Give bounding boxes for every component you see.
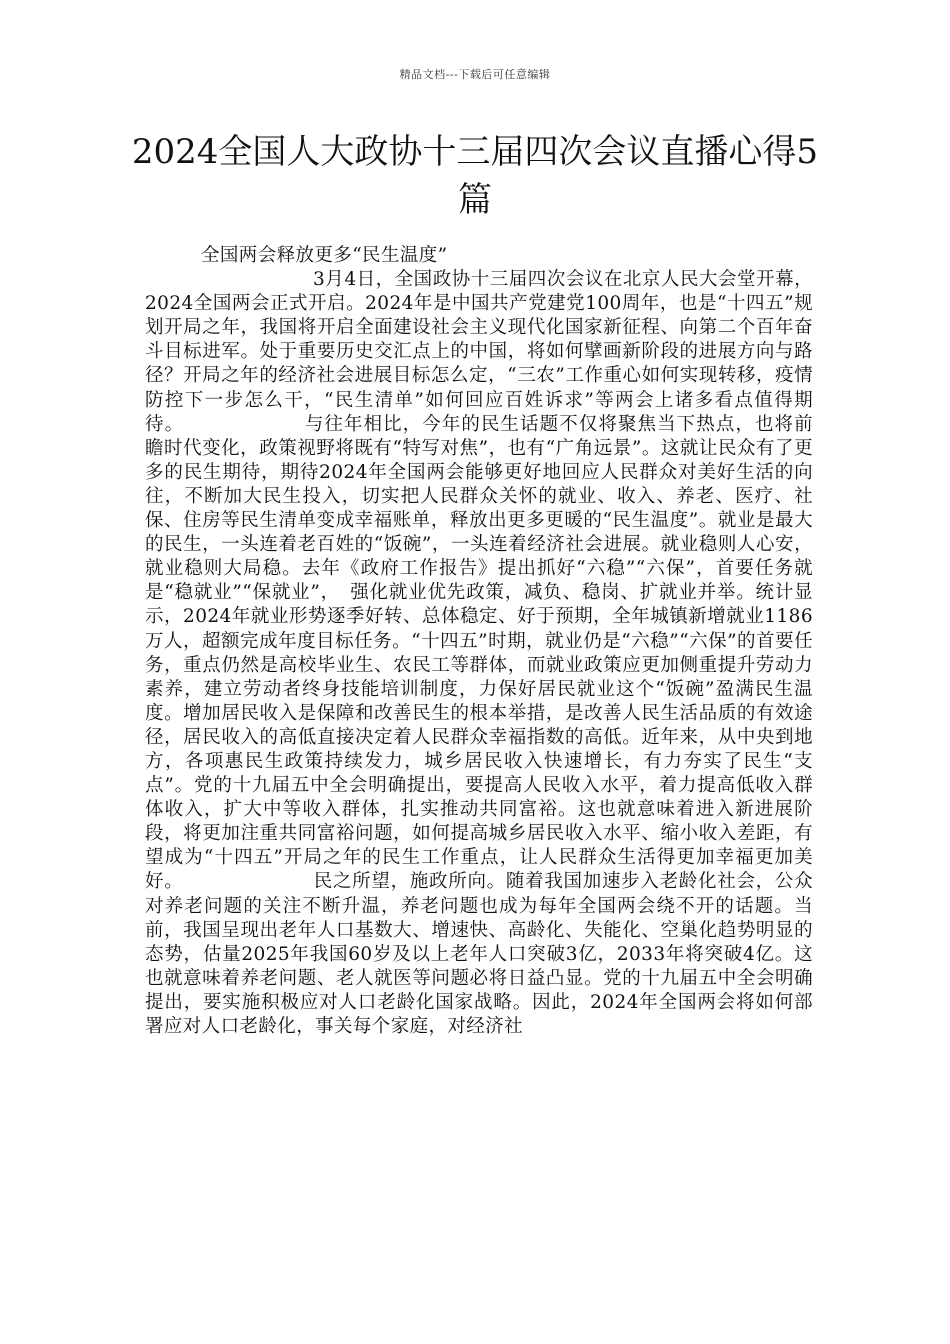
paragraph-livelihood: 与往年相比，今年的民生话题不仅将聚焦当下热点，也将前瞻时代变化，政策视野将既有“特写对焦”，也有“广角远景”。这就让民众有了更多的民生期待，期待2024年全国两会能够更好地回应人民群众对美好生活的向往，不断加大民生投入，切实把人民群众关怀的就业、收入、养老、医疗、社保、住房等民生清单变成幸福账单，释放出更多更暖的“民生温度”。就业是最大的民生，一头连着老百姓的“饭碗”，一头连着经济社会进展。就业稳则人心安，就业稳则大局稳。去年《政府工作报告》提出抓好“六稳”“六保”，首要任务就是“稳就业”“保就业”，: [145, 413, 813, 604]
document-body: [145, 244, 813, 1039]
paragraph-employment-income: 强化就业优先政策，减负、稳岗、扩就业并举。统计显示，2024年就业形势逐季好转、总体稳定、好于预期，全年城镇新增就业1186万人，超额完成年度目标任务。“十四五”时期，就业仍是“六稳”“六保”的首要任务，重点仍然是高校毕业生、农民工等群体，而就业政策应更加侧重提升劳动力素养，建立劳动者终身技能培训制度，力保好居民就业这个“饭碗”盈满民生温度。增加居民收入是保障和改善民生的根本举措，是改善人民生活品质的有效途径，居民收入的高低直接决定着人民群众幸福指数的高低。近年来，从中央到地方，各项惠民生政策持续发力，城乡居民收入快速增长，有力夯实了民生“支点”。党的十九届五中全会明确提出，要提高人民收入水平，着力提高低收入群体收入，扩大中等收入群体，扎实推动共同富裕。这也就意味着进入新进展阶段，将更加注重共同富裕问题，如何提高城乡居民收入水平、缩小收入差距，有望成为“十四五”开局之年的民生工作重点，让人民群众生活得更加幸福更加美好。: [145, 582, 813, 893]
paragraph-opening: 3月4日，全国政协十三届四次会议在北京人民大会堂开幕，2024全国两会正式开启。2024年是中国共产党建党100周年，也是“十四五”规划开局之年，我国将开启全面建设社会主义现代化国家新征程、向第二个百年奋斗目标进军。处于重要历史交汇点上的中国，将如何擘画新阶段的进展方向与路径？开局之年的经济社会进展目标怎么定，“三农”工作重心如何实现转移，疫情防控下一步怎么干，“民生清单”如何回应百姓诉求”等两会上诸多看点值得期待。: [145, 269, 813, 435]
indent-spacer: [145, 269, 313, 290]
paragraph-aging: 民之所望，施政所向。随着我国加速步入老龄化社会，公众对养老问题的关注不断升温，养老问题也成为每年全国两会绕不开的话题。当前，我国呈现出老年人口基数大、增速快、高龄化、失能化、空巢化趋势明显的态势，估量2025年我国60岁及以上老年人口突破3亿，2033年将突破4亿。这也就意味着养老问题、老人就医等问题必将日益凸显。党的十九届五中全会明确提出，要实施积极应对人口老龄化国家战略。因此，2024年全国两会将如何部署应对人口老龄化，事关每个家庭，对经济社: [145, 871, 813, 1037]
section-heading: 全国两会释放更多“民生温度”: [201, 245, 448, 266]
document-header-note: 精品文档---下载后可任意编辑: [399, 68, 551, 81]
document-title: 2024全国人大政协十三届四次会议直播心得5篇: [131, 132, 819, 220]
